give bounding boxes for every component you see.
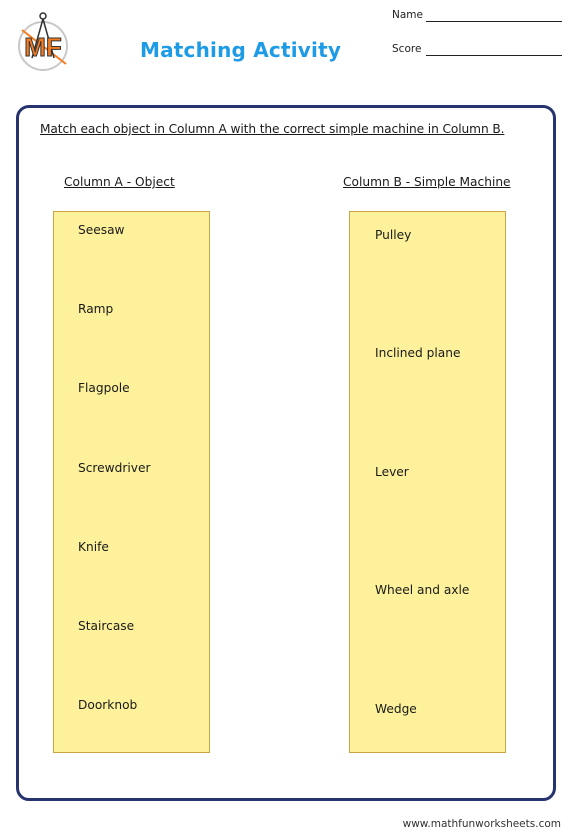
column-a-item[interactable]: Flagpole — [78, 381, 130, 395]
name-field[interactable] — [426, 21, 562, 22]
column-a-box — [53, 211, 210, 753]
column-a-item[interactable]: Knife — [78, 540, 109, 554]
column-a-item[interactable]: Ramp — [78, 302, 114, 316]
footer-url[interactable]: www.mathfunworksheets.com — [402, 818, 561, 830]
column-a-item[interactable]: Seesaw — [78, 223, 125, 237]
page-title: Matching Activity — [140, 38, 342, 62]
column-b-item[interactable]: Pulley — [375, 228, 412, 242]
column-b-item[interactable]: Lever — [375, 465, 409, 479]
logo-letters: MF — [24, 32, 62, 62]
column-a-heading: Column A - Object — [64, 175, 175, 189]
column-a-item[interactable]: Doorknob — [78, 698, 138, 712]
column-b-box — [349, 211, 506, 753]
score-label: Score — [392, 43, 422, 55]
column-b-item[interactable]: Inclined plane — [375, 346, 461, 360]
column-b-heading: Column B - Simple Machine — [343, 175, 511, 189]
score-field[interactable] — [426, 55, 562, 56]
column-b-item[interactable]: Wheel and axle — [375, 583, 470, 597]
column-a-item[interactable]: Screwdriver — [78, 461, 151, 475]
column-b-item[interactable]: Wedge — [375, 702, 417, 716]
name-label: Name — [392, 9, 423, 21]
instruction-text: Match each object in Column A with the correct simple machine in Column B. — [40, 122, 505, 136]
mathfun-logo — [10, 8, 76, 80]
column-a-item[interactable]: Staircase — [78, 619, 135, 633]
